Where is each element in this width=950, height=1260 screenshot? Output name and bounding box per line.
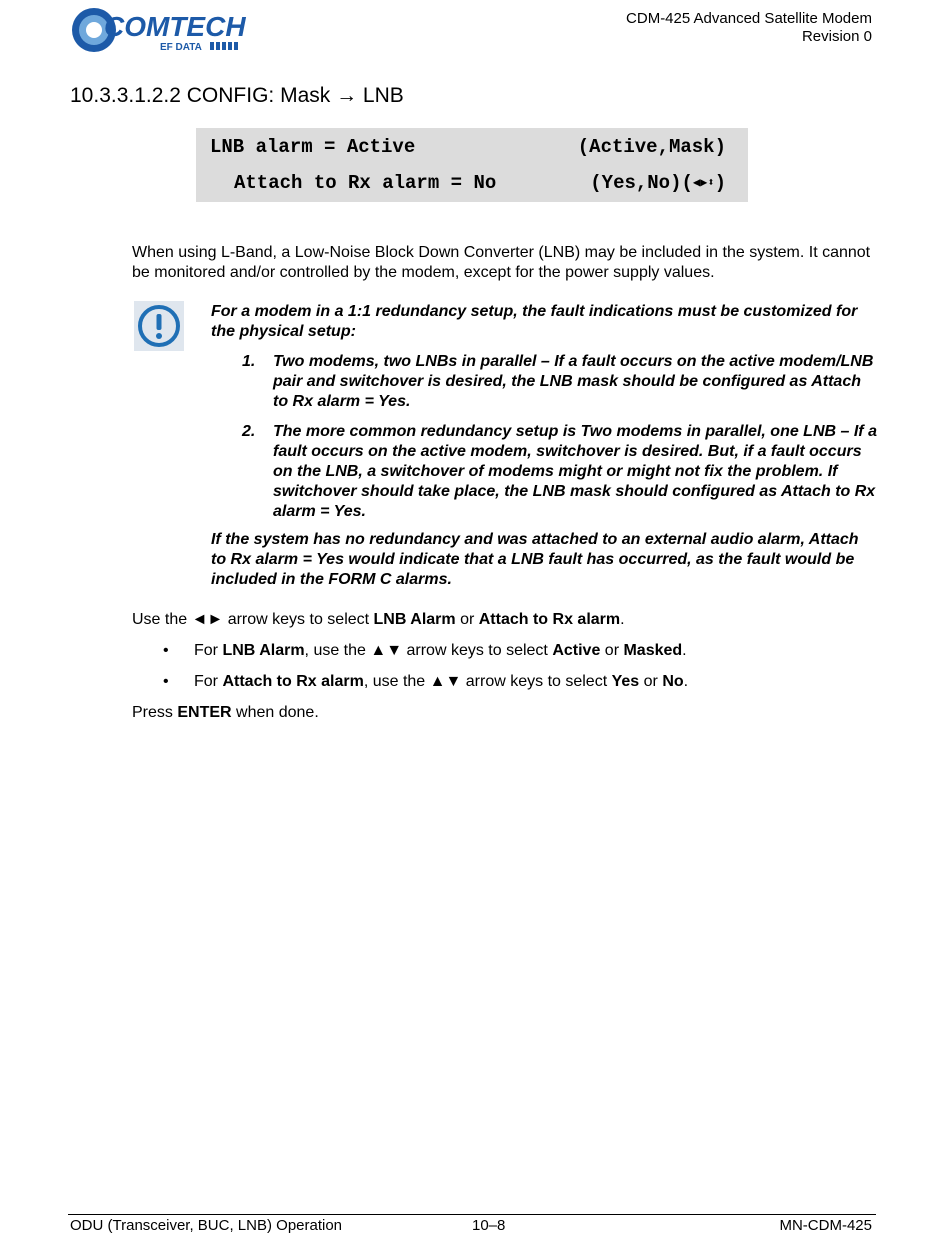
bullet-bold: Active [552, 642, 601, 659]
right-arrow-icon: ▶ [700, 176, 708, 190]
lcd-line2-left: Attach to Rx alarm = No [234, 172, 497, 194]
lcd-display [196, 128, 748, 202]
intro-paragraph: When using L-Band, a Low-Noise Block Down Converter (LNB) may be included in the system. It cannot be monitored and/or controlled by the modem, except for the power supply values. [132, 244, 871, 281]
instruction-end: . [620, 611, 625, 628]
logo-text: COMTECH [104, 11, 246, 42]
note-closing: If the system has no redundancy and was attached to an external audio alarm, Attach to Rx alarm = Yes would indicate that a LNB fault has occurred, as the fault would be included in the FORM C alarms. [211, 531, 859, 588]
note-item [242, 422, 878, 522]
bullet-bold: Attach to Rx alarm [222, 673, 364, 690]
bullet-dot: • [163, 673, 169, 690]
logo-subtext: EF DATA [160, 42, 202, 53]
lcd-line1-left: LNB alarm = Active [210, 136, 416, 158]
lcd-line2-right [590, 172, 726, 194]
header-info [626, 10, 872, 46]
list-item [163, 672, 688, 692]
instruction-attach-rx: Attach to Rx alarm [478, 611, 621, 628]
bullet-text: . [683, 673, 689, 690]
left-arrow-icon: ◀ [692, 176, 701, 190]
bullet-bold: Masked [623, 642, 683, 659]
press-enter-instruction [132, 703, 877, 723]
comtech-logo [70, 6, 290, 56]
instruction-lnb-alarm: LNB Alarm [373, 611, 456, 628]
bullet-text: or [639, 673, 663, 690]
bullet-text: or [600, 642, 624, 659]
footer-chapter: ODU (Transceiver, BUC, LNB) Operation [70, 1217, 343, 1234]
note-lead: For a modem in a 1:1 redundancy setup, the fault indications must be customized for the physical setup: [211, 303, 858, 340]
bullet-bold: LNB Alarm [222, 642, 305, 659]
bullet-text: , use the ▲▼ arrow keys to select [363, 673, 612, 690]
bullet-bold: Yes [611, 673, 640, 690]
note-item-number: 1. [242, 353, 256, 370]
lcd-options: (Yes,No)( [590, 172, 693, 194]
footer-divider [68, 1214, 876, 1215]
bullet-dot: • [163, 642, 169, 659]
up-down-arrow-icon: ⬍ [707, 176, 715, 190]
bullet-text: For [194, 642, 223, 659]
press-text-end: when done. [231, 704, 319, 721]
bullet-text: , use the ▲▼ arrow keys to select [304, 642, 553, 659]
arrow-instruction [132, 610, 877, 630]
enter-key-label: ENTER [177, 704, 232, 721]
note-item-number: 2. [242, 423, 256, 440]
instruction-text: Use the ◄► arrow keys to select [132, 611, 374, 628]
revision: Revision 0 [801, 28, 872, 45]
note-item [242, 352, 878, 412]
section-title: 10.3.3.1.2.2 CONFIG: Mask → LNB [70, 84, 404, 107]
exclamation-circle-icon [134, 301, 184, 351]
instruction-or: or [455, 611, 479, 628]
footer-page-number: 10–8 [472, 1217, 506, 1234]
bullet-bold: No [662, 673, 684, 690]
note-item-text: Two modems, two LNBs in parallel – If a fault occurs on the active modem/LNB pair and switchover is desired, the LNB mask should be configured as Attach to Rx alarm = Yes. [273, 353, 874, 410]
list-item [163, 641, 687, 661]
footer-doc-number: MN-CDM-425 [779, 1217, 872, 1234]
bullet-text: . [682, 642, 687, 659]
lcd-line1-right: (Active,Mask) [577, 136, 726, 158]
note-item-text: The more common redundancy setup is Two modems in parallel, one LNB – If a fault occurs on the active modem, switchover is desired. But, if a fault occurs on the LNB, a switchover of modems might or might not fix the problem. If switchover should take place, the LNB mask should configured as Attach to Rx alarm = Yes. [273, 423, 877, 520]
bullet-text: For [194, 673, 223, 690]
press-text: Press [132, 704, 178, 721]
lcd-close-paren: ) [714, 172, 726, 194]
product-name: CDM-425 Advanced Satellite Modem [626, 10, 872, 27]
